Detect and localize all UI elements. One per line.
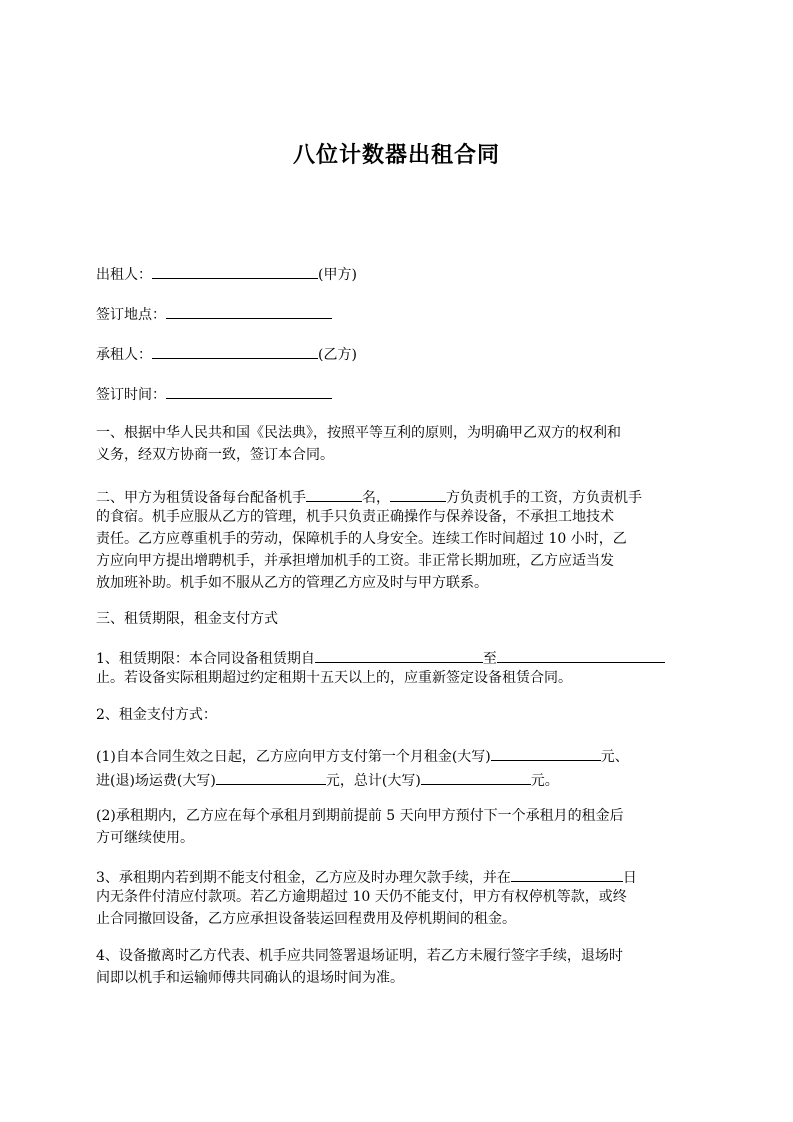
clause-3-3-part-2: 日 (622, 870, 637, 886)
clause-3-2-1-line-2 (96, 770, 559, 789)
time-row (96, 384, 332, 403)
wage-party-blank[interactable] (390, 487, 446, 502)
clause-2-part-2: 名， (362, 490, 390, 506)
lessor-blank[interactable] (152, 264, 318, 279)
lessor-suffix: (甲方) (318, 267, 357, 283)
clause-3-3-line-3: 止合同撤回设备，乙方应承担设备装运回程费用及停机期间的租金。 (96, 911, 516, 927)
clause-3-2-2-line-1: (2)承租期内，乙方应在每个承租月到期前提前 5 天向甲方预付下一个承租月的租金后 (96, 808, 624, 824)
clause-2-line-5: 放加班补助。机手如不服从乙方的管理乙方应及时与甲方联系。 (96, 575, 488, 591)
first-month-rent-blank[interactable] (491, 746, 601, 761)
clause-3-3-part-1: 3、承租期内若到期不能支付租金，乙方应及时办理欠款手续，并在 (96, 870, 511, 886)
freight-fee-blank[interactable] (216, 770, 326, 785)
lessee-label: 承租人： (96, 347, 152, 363)
lessor-label: 出租人： (96, 267, 152, 283)
clause-3-1-part-2: 至 (482, 651, 497, 667)
clause-3-4-line-1: 4、设备撤离时乙方代表、机手应共同签署退场证明，若乙方未履行签字手续，退场时 (96, 948, 623, 964)
lessee-blank[interactable] (152, 344, 318, 359)
lessor-row (96, 264, 357, 283)
clause-2-line-3: 责任。乙方应尊重机手的劳动，保障机手的人身安全。连续工作时间超过 10 小时，乙 (96, 531, 627, 547)
lease-end-blank[interactable] (497, 648, 665, 663)
clause-1-line-1: 一、根据中华人民共和国《民法典》，按照平等互利的原则，为明确甲乙双方的权利和 (96, 425, 621, 441)
clause-3-3-line-2: 内无条件付清应付款项。若乙方逾期超过 10 天仍不能支付，甲方有权停机等款，或终 (96, 889, 627, 905)
lessee-suffix: (乙方) (318, 347, 357, 363)
clause-3-4-line-2: 间即以机手和运输师傅共同确认的退场时间为准。 (96, 970, 404, 986)
clause-3-1-part-1: 1、租赁期限：本合同设备租赁期自 (96, 651, 315, 667)
clause-3-2-1-line-1 (96, 746, 629, 765)
page-title: 八位计数器出租合同 (292, 143, 500, 168)
clause-2-part-1: 二、甲方为租赁设备每台配备机手 (96, 490, 306, 506)
clause-2-part-3: 方负责机手的工资，方负责机手 (446, 490, 642, 506)
lessee-row (96, 344, 357, 363)
clause-1-line-2: 义务，经双方协商一致，签订本合同。 (96, 447, 334, 463)
clause-3-1-line-2: 止。若设备实际租期超过约定租期十五天以上的，应重新签定设备租赁合同。 (96, 670, 572, 686)
clause-3-heading: 三、租赁期限，租金支付方式 (96, 611, 278, 627)
clause-3-2-1-line-2c: 元。 (530, 773, 559, 789)
total-fee-blank[interactable] (421, 770, 531, 785)
place-label: 签订地点： (96, 307, 166, 323)
clause-3-2-1-line-2a: 进(退)场运费(大写) (96, 773, 216, 789)
clause-2-line-1 (96, 487, 642, 506)
clause-2-line-4: 方应向甲方提出增聘机手，并承担增加机手的工资。非正常长期加班，乙方应适当发 (96, 553, 614, 569)
clause-3-3-line-1 (96, 867, 637, 886)
place-row (96, 304, 332, 323)
operator-count-blank[interactable] (306, 487, 362, 502)
time-label: 签订时间： (96, 387, 166, 403)
clause-3-2-2-line-2: 方可继续使用。 (96, 830, 194, 846)
time-blank[interactable] (166, 384, 332, 399)
payment-days-blank[interactable] (511, 867, 623, 882)
clause-2-line-2: 的食宿。机手应服从乙方的管理，机手只负责正确操作与保养设备，不承担工地技术 (96, 509, 614, 525)
lease-start-blank[interactable] (315, 648, 483, 663)
clause-3-2-heading: 2、租金支付方式： (96, 707, 217, 723)
clause-3-1-line-1 (96, 648, 665, 667)
clause-3-2-1-part-2: 元、 (600, 749, 629, 765)
clause-3-2-1-part-1: (1)自本合同生效之日起，乙方应向甲方支付第一个月租金(大写) (96, 749, 491, 765)
place-blank[interactable] (166, 304, 332, 319)
clause-3-2-1-line-2b: 元，总计(大写) (325, 773, 421, 789)
